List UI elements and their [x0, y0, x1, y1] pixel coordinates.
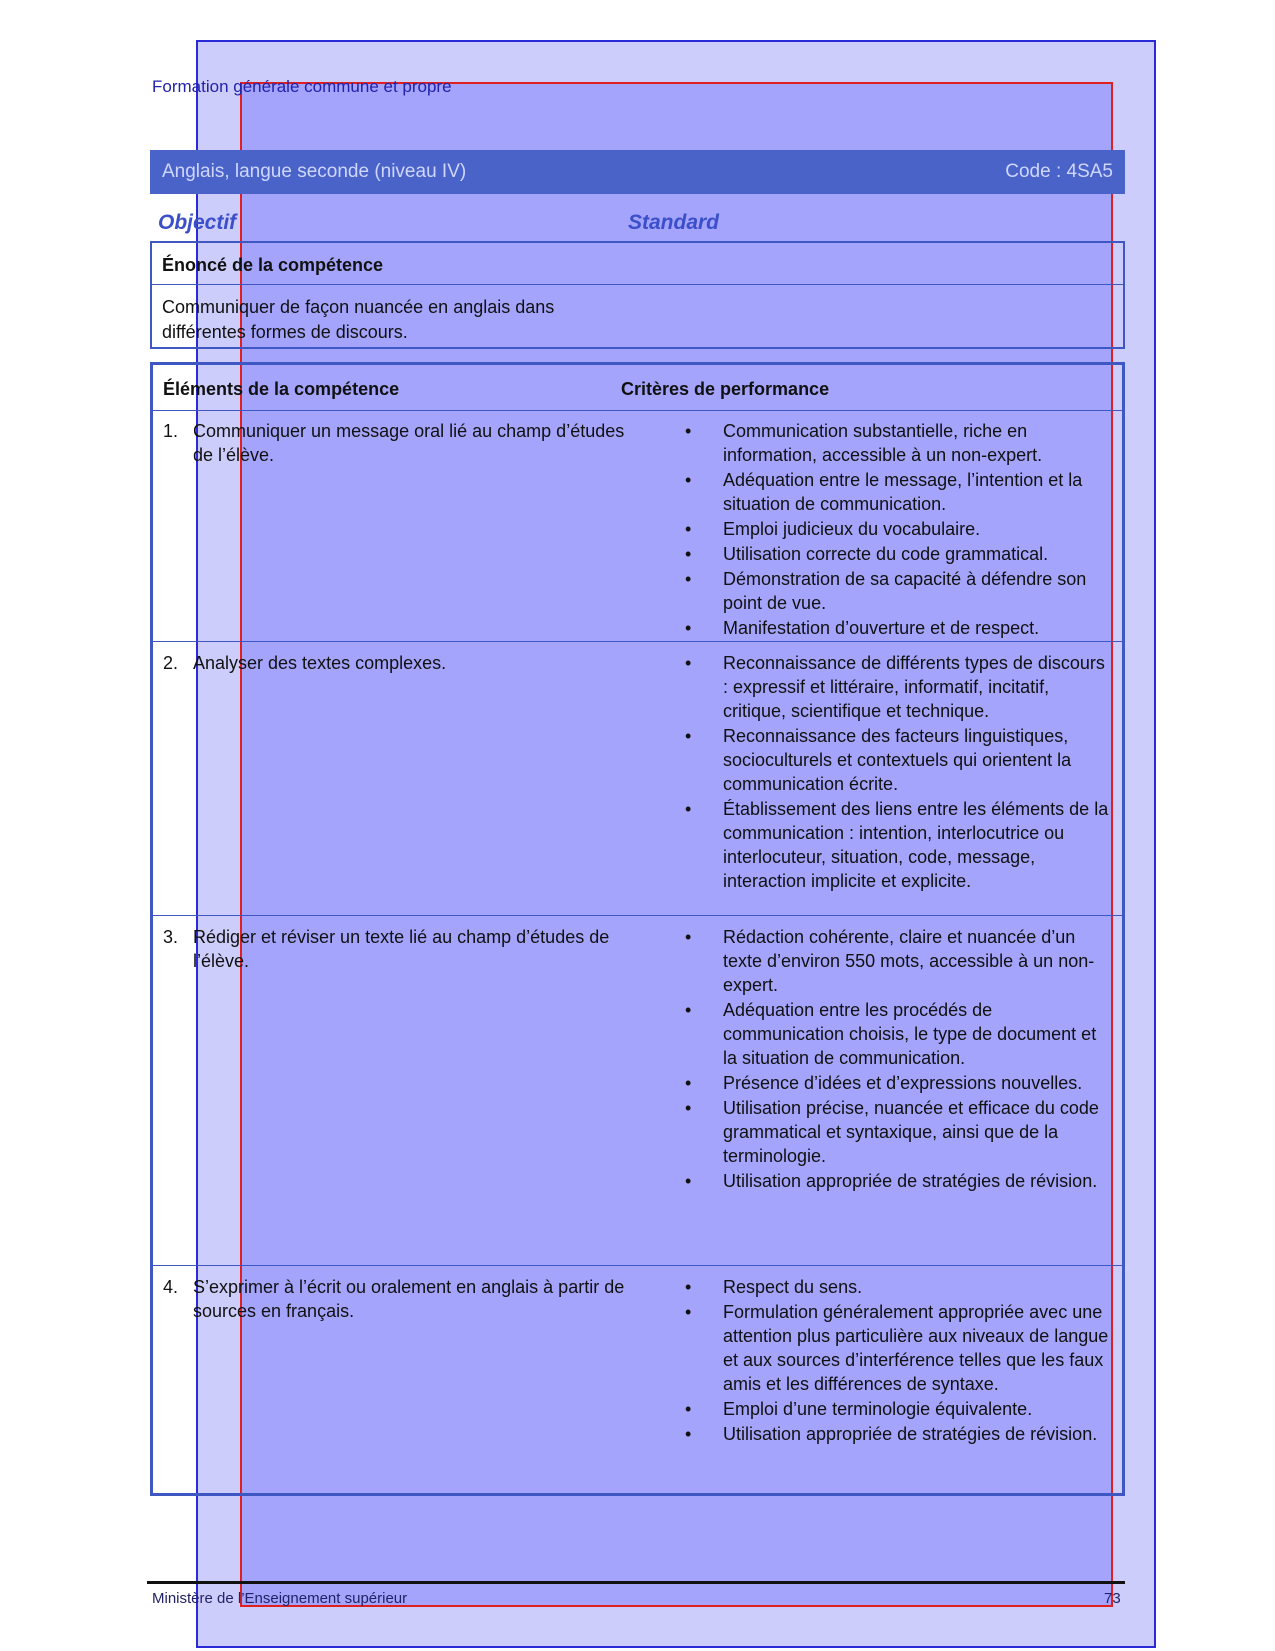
criterion-item: • Communication substantielle, riche en information, accessible à un non-expert. [685, 421, 1043, 465]
running-head: Formation générale commune et propre [152, 77, 452, 96]
objectif-label: Objectif [158, 211, 237, 234]
page-number: 73 [1104, 1590, 1121, 1607]
bullet-icon: • [685, 470, 692, 490]
bullet-icon: • [685, 1098, 692, 1118]
bullet-icon: • [685, 927, 692, 947]
enonce-box [150, 241, 1125, 349]
divider [153, 1265, 1122, 1266]
column-header-criteres: Critères de performance [621, 379, 830, 399]
enonce-heading: Énoncé de la compétence [162, 255, 384, 275]
bullet-icon: • [685, 1302, 692, 1322]
bullet-icon: • [685, 421, 692, 441]
element-text: S’exprimer à l’écrit ou oralement en anglais à partir de sources en français. [193, 1277, 625, 1321]
element-text: Analyser des textes complexes. [193, 653, 447, 673]
criterion-item: • Adéquation entre le message, l’intention et la situation de communication. [685, 470, 1083, 514]
divider [153, 915, 1122, 916]
criterion-item: • Démonstration de sa capacité à défendre son point de vue. [685, 569, 1087, 613]
criteria-list-4 [683, 1275, 1113, 1447]
criterion-item: • Établissement des liens entre les éléments de la communication : intention, interlocutrice ou interlocuteur, situation, code, message, interaction implicite et explicite. [685, 799, 1109, 891]
criteria-list-2 [683, 651, 1113, 894]
column-header-elements: Éléments de la compétence [163, 379, 400, 399]
bullet-icon: • [685, 726, 692, 746]
course-title: Anglais, langue seconde (niveau IV) [162, 161, 467, 182]
footer-ministry: Ministère de l’Enseignement supérieur [152, 1590, 408, 1607]
element-text: Rédiger et réviser un texte lié au champ d’études de l’élève. [193, 927, 610, 971]
divider [153, 641, 1122, 642]
criterion-item: • Formulation généralement appropriée avec une attention plus particulière aux niveaux de langue et aux sources d’interférence telles que les faux amis et les différences de syntaxe. [685, 1302, 1109, 1394]
course-code: Code : 4SA5 [1005, 161, 1113, 182]
criteria-list-3 [683, 925, 1113, 1194]
element-1 [163, 419, 633, 467]
criterion-item: • Adéquation entre les procédés de communication choisis, le type de document et la situation de communication. [685, 1000, 1097, 1068]
bullet-icon: • [685, 1171, 692, 1191]
element-3 [163, 925, 633, 973]
criterion-item: • Utilisation appropriée de stratégies de révision. [685, 1424, 1098, 1444]
criteria-list-1 [683, 419, 1113, 641]
bullet-icon: • [685, 799, 692, 819]
element-number: 1. [163, 421, 179, 441]
element-4 [163, 1275, 633, 1323]
criterion-item: • Utilisation correcte du code grammatical. [685, 544, 1049, 564]
bullet-icon: • [685, 653, 692, 673]
criterion-item: • Emploi d’une terminologie équivalente. [685, 1399, 1033, 1419]
competence-table [150, 362, 1125, 1496]
element-number: 4. [163, 1277, 179, 1297]
criterion-item: • Utilisation appropriée de stratégies de révision. [685, 1171, 1098, 1191]
element-text: Communiquer un message oral lié au champ d’études de l’élève. [193, 421, 625, 465]
divider [153, 410, 1122, 411]
standard-label: Standard [628, 211, 720, 234]
criterion-item: • Reconnaissance de différents types de discours : expressif et littéraire, informatif, incitatif, critique, scientifique et technique. [685, 653, 1105, 721]
criterion-item: • Utilisation précise, nuancée et efficace du code grammatical et syntaxique, ainsi que de la terminologie. [685, 1098, 1099, 1166]
element-2 [163, 651, 633, 675]
bullet-icon: • [685, 519, 692, 539]
criterion-item: • Présence d’idées et d’expressions nouvelles. [685, 1073, 1083, 1093]
divider [152, 284, 1123, 285]
criterion-item: • Emploi judicieux du vocabulaire. [685, 519, 981, 539]
footer-rule [147, 1581, 1125, 1584]
bullet-icon: • [685, 1000, 692, 1020]
criterion-item: • Respect du sens. [685, 1277, 863, 1297]
bullet-icon: • [685, 1399, 692, 1419]
criterion-item: • Reconnaissance des facteurs linguistiques, socioculturels et contextuels qui orientent la communication écrite. [685, 726, 1072, 794]
criterion-item: • Manifestation d’ouverture et de respect. [685, 618, 1040, 638]
bullet-icon: • [685, 1073, 692, 1093]
criterion-item: • Rédaction cohérente, claire et nuancée d’un texte d’environ 550 mots, accessible à un non-expert. [685, 927, 1095, 995]
bullet-icon: • [685, 569, 692, 589]
bullet-icon: • [685, 544, 692, 564]
bullet-icon: • [685, 618, 692, 638]
bullet-icon: • [685, 1424, 692, 1444]
element-number: 3. [163, 927, 179, 947]
enonce-text: Communiquer de façon nuancée en anglais dans différentes formes de discours. [162, 297, 555, 342]
bullet-icon: • [685, 1277, 692, 1297]
element-number: 2. [163, 653, 179, 673]
course-banner [150, 150, 1125, 194]
